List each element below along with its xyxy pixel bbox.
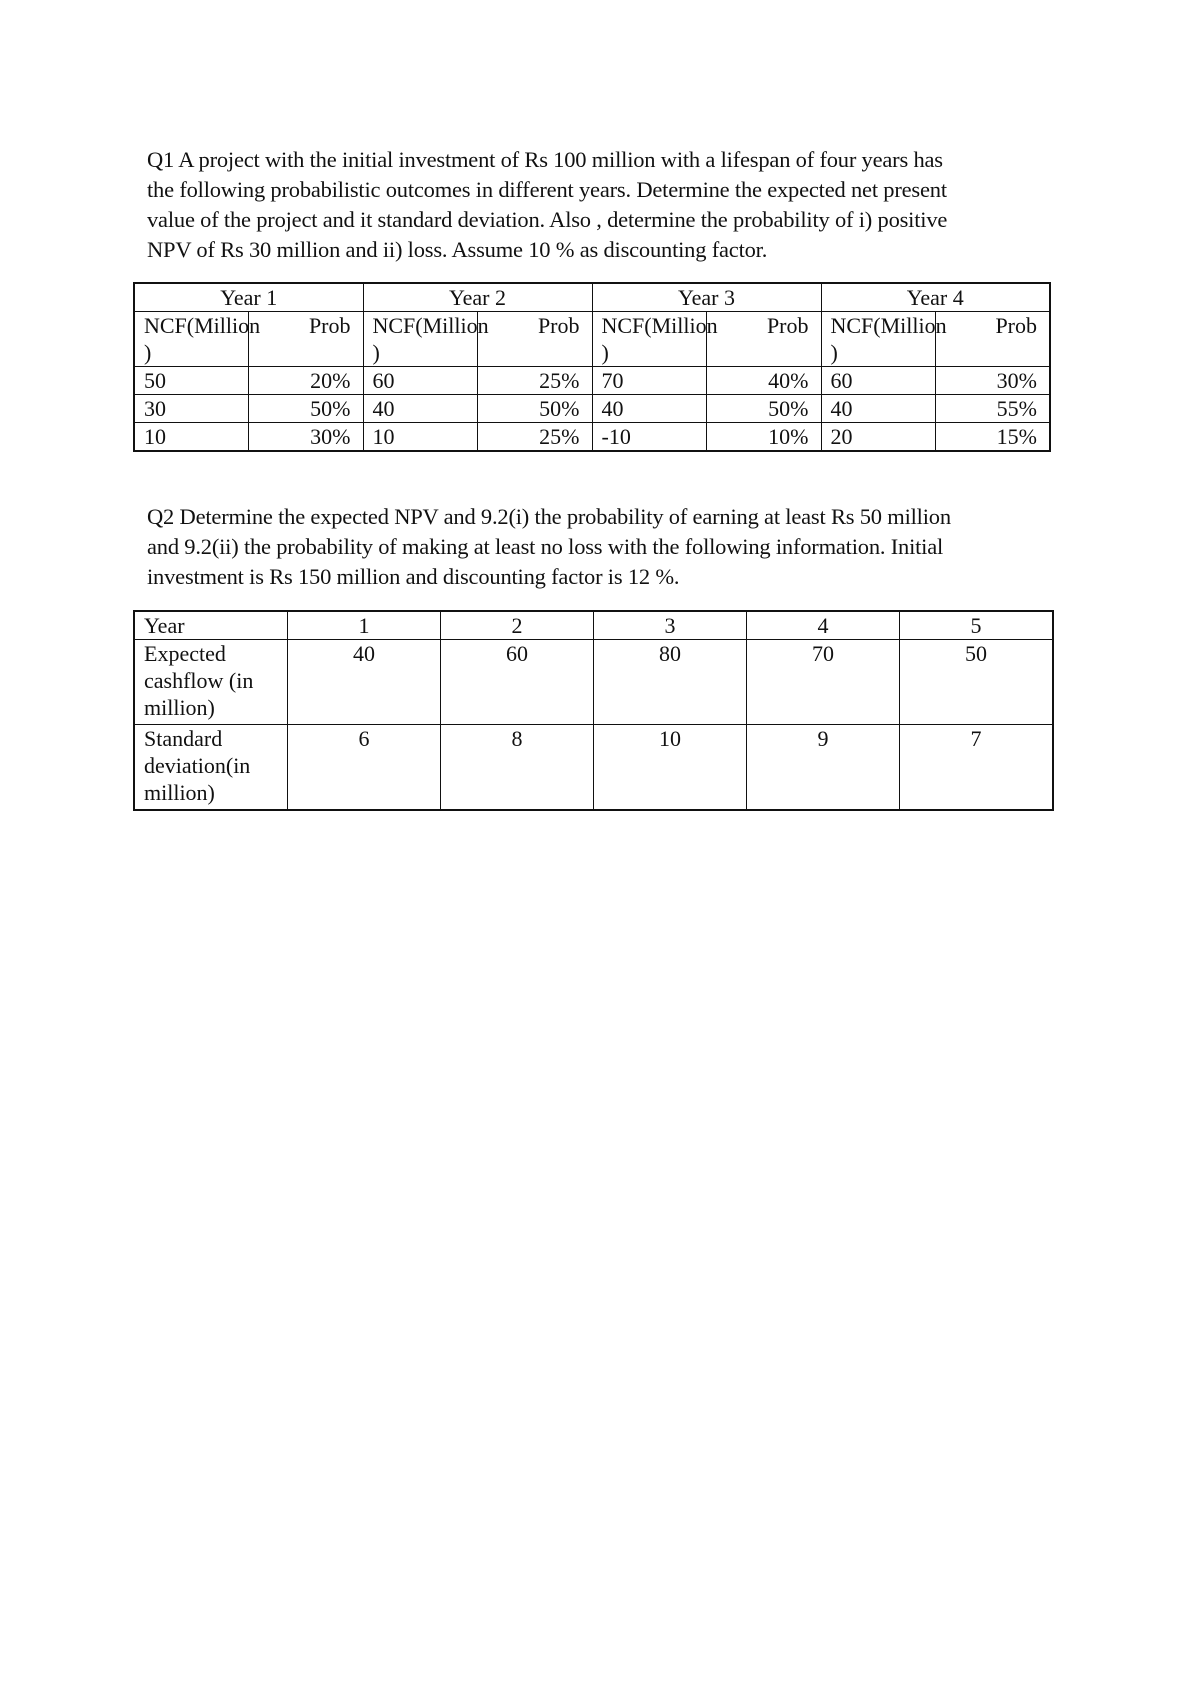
table-header-row [134,283,1050,312]
table-row [134,395,1050,423]
prob-header: Prob [249,312,364,367]
q1-line: value of the project and it standard deviation. Also , determine the probability of i) positive [147,207,948,232]
table-cell: 50% [249,395,364,423]
table-cell: -10 [592,423,707,452]
table-cell: 10 [594,725,747,811]
table-row [134,640,1053,725]
year-1-header: Year 1 [134,283,363,312]
sd-label-cell [134,725,288,811]
table-cell: 20% [249,367,364,395]
ncf-header-text: NCF(Million ) [144,313,261,365]
ncf-header [134,312,261,367]
table-cell: 25% [478,367,593,395]
sd-label-text: Standard deviation(in million) [144,726,251,805]
q2-line: Q2 Determine the expected NPV and 9.2(i) the probability of earning at least Rs 50 million [147,504,951,529]
table-cell: 5 [900,611,1054,640]
table-cell: 55% [936,395,1051,423]
table-cell: 4 [747,611,900,640]
table-cell: 3 [594,611,747,640]
table-cell: 40 [363,395,478,423]
table-cell: 10 [363,423,478,452]
table-cell: 30% [936,367,1051,395]
table-cell: 1 [288,611,441,640]
table-row [134,367,1050,395]
q2-cashflow-table [133,610,1054,811]
table-cell: 7 [900,725,1054,811]
prob-header: Prob [707,312,822,367]
table-cell: 50 [900,640,1054,725]
cashflow-label-text: Expected cashflow (in million) [144,641,254,720]
year-4-header: Year 4 [821,283,1050,312]
ncf-header [592,312,718,367]
table-cell: 40 [288,640,441,725]
table-subheader-row [134,312,1050,367]
question-1-text [147,145,1047,265]
table-row [134,423,1050,452]
table-cell: 20 [821,423,936,452]
q1-line: Q1 A project with the initial investment of Rs 100 million with a lifespan of four years has [147,147,943,172]
table-cell: 60 [441,640,594,725]
table-cell: 60 [363,367,478,395]
year-label-cell: Year [134,611,288,640]
table-cell: 8 [441,725,594,811]
table-row [134,725,1053,811]
table-cell: 10% [707,423,822,452]
q2-line: investment is Rs 150 million and discounting factor is 12 %. [147,564,680,589]
prob-header: Prob [478,312,593,367]
table-cell: 9 [747,725,900,811]
table-cell: 6 [288,725,441,811]
table-cell: 15% [936,423,1051,452]
year-3-header: Year 3 [592,283,821,312]
cashflow-label-cell [134,640,288,725]
q1-line: the following probabilistic outcomes in different years. Determine the expected net present [147,177,947,202]
table-header-row [134,611,1053,640]
ncf-header [821,312,947,367]
table-cell: 70 [747,640,900,725]
table-cell: 30% [249,423,364,452]
table-cell: 70 [592,367,707,395]
table-cell: 40 [592,395,707,423]
q1-line: NPV of Rs 30 million and ii) loss. Assume 10 % as discounting factor. [147,237,768,262]
ncf-header-text: NCF(Million ) [601,313,718,365]
question-2-text [147,502,1047,592]
table-cell: 25% [478,423,593,452]
year-2-header: Year 2 [363,283,592,312]
table-cell: 40 [821,395,936,423]
table-cell: 2 [441,611,594,640]
q2-line: and 9.2(ii) the probability of making at least no loss with the following information. Initial [147,534,944,559]
table-cell: 50 [134,367,249,395]
q1-cashflow-table [133,282,1051,452]
table-cell: 50% [478,395,593,423]
ncf-header-text: NCF(Million ) [830,313,947,365]
table-cell: 80 [594,640,747,725]
prob-header: Prob [936,312,1051,367]
table-cell: 30 [134,395,249,423]
table-cell: 60 [821,367,936,395]
table-cell: 10 [134,423,249,452]
ncf-header-text: NCF(Million ) [372,313,489,365]
ncf-header [363,312,489,367]
table-cell: 40% [707,367,822,395]
table-cell: 50% [707,395,822,423]
